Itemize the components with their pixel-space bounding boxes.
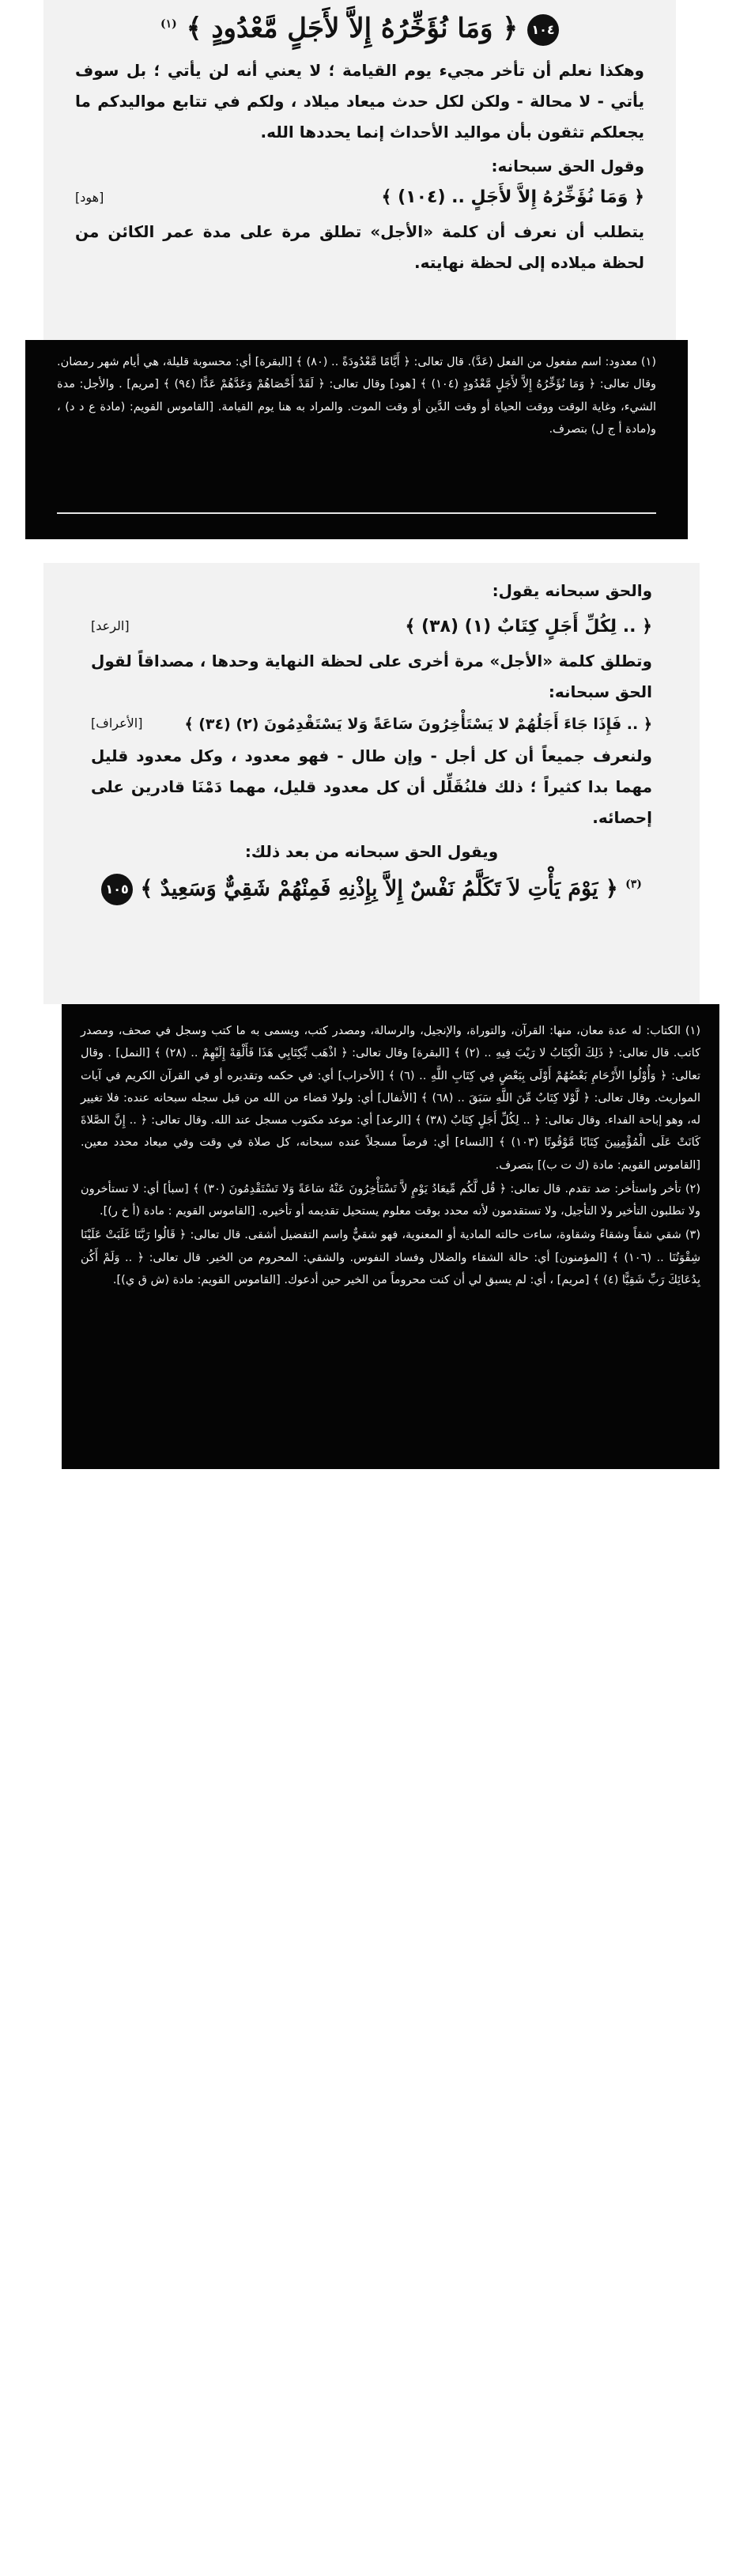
verse-text: ﴿ يَوْمَ يَأْتِ لاَ تَكَلَّمُ نَفْسٌ إِلاَّ بِإِذْنِهِ فَمِنْهُمْ شَقِيٌّ وَسَعِيدٌ ﴾: [140, 876, 618, 901]
footnotes-block-1: [25, 340, 688, 539]
paragraph: وهكذا نعلم أن تأخر مجيء يوم القيامة ؛ لا يعني أنه لن يأتي ؛ بل سوف يأتي - لا محالة - ولكن لكل حدث ميعاد ميلاد ، ولكم في تتابع مواليدكم ما يجعلكم تثقون بأن مواليد الأحداث إنما يحددها الله.: [75, 61, 644, 142]
quote-text: ﴿ .. فَإِذَا جَاءَ أَجَلُهُمْ لا يَسْتَأْخِرُونَ سَاعَةً وَلا يَسْتَقْدِمُونَ (٢) (٣٤) ﴾: [184, 715, 652, 733]
paragraph: يتطلب أن نعرف أن كلمة «الأجل» تطلق مرة على مدة عمر الكائن من لحظة ميلاده إلى لحظة نهايته.: [75, 221, 644, 272]
quran-quote: [75, 182, 644, 213]
paragraph: ولنعرف جميعاً أن كل أجل - وإن طال - فهو معدود ، وكل معدود قليل مهما بدا كثيراً ؛ ذلك فلنُقَلِّل أن كل معدود قليل، مهما دَمْنَا قادرين على إحصائه.: [91, 746, 652, 827]
ayah-number-mark: ١٠٤: [527, 14, 559, 46]
verse-105-heading: [91, 874, 652, 905]
footnote-ref: (١): [160, 17, 177, 31]
footnote: (١) معدود: اسم مفعول من الفعل (عَدَّ). قال تعالى: ﴿ أَيَّامًا مَّعْدُودَةً .. (٨٠) ﴾ [البقرة] أي: محسوبة قليلة، هي أيام شهر رمضان. وقال تعالى: ﴿ وَمَا نُؤَخِّرُهُ إِلاَّ لأَجَلٍ مَّعْدُودٍ (١٠٤) ﴾ [هود] وقال تعالى: ﴿ لَقَدْ أَحْصَاهُمْ وَعَدَّهُمْ عَدًّا (٩٤) ﴾ [مريم] . والأجل: مدة الشيء، وغاية الوقت ووقت الحياة أو وقت الدَّين أو وقت الموت. والمراد به هنا يوم القيامة. [القاموس القويم: (مادة ع د د) ، و(مادة أ ج ل) بتصرف.: [57, 356, 656, 436]
quote-text: ﴿ .. لِكُلِّ أَجَلٍ كِتَابٌ (١) (٣٨) ﴾: [405, 617, 652, 636]
paragraph: ويقول الحق سبحانه من بعد ذلك:: [244, 841, 499, 861]
paragraph: وتطلق كلمة «الأجل» مرة أخرى على لحظة النهاية وحدها ، مصداقاً لقول الحق سبحانه:: [91, 651, 652, 701]
footnote: (١) الكتاب: له عدة معان، منها: القرآن، والتوراة، والإنجيل، والرسالة، ومصدر كتب، ويسمى به ما كتب وسجل في صحف، ومصدر كاتب. قال تعالى: ﴿ ذَلِكَ الْكِتَابُ لا رَيْبَ فِيهِ .. (٢) ﴾ [البقرة] وقال تعالى: ﴿ اذْهَب بِّكِتَابِي هَذَا فَأَلْقِهْ إِلَيْهِمْ .. (٢٨) ﴾ [النمل] . وقال تعالى: ﴿ وَأُوْلُوا الأَرْحَامِ بَعْضُهُمْ أَوْلَى بِبَعْضٍ فِي كِتَابِ اللَّهِ .. (٦) ﴾ [الأحزاب] أي: في حكمه وتقديره أو في القرآن الكريم في آيات المواريث. وقال تعالى: ﴿ لَّوْلا كِتَابٌ مِّنَ اللَّهِ سَبَقَ .. (٦٨) ﴾ [الأنفال] أي: ولولا قضاء من الله من قبل سجله سبحانه عنده: فلا تغيير له، وهو إباحة الفداء. وقال تعالى: ﴿ .. لِكُلِّ أَجَلٍ كِتَابٌ (٣٨) ﴾ [الرعد] أي: موعد مكتوب مسجل عند الله. وقال تعالى: ﴿ .. إِنَّ الصَّلاةَ كَانَتْ عَلَى الْمُؤْمِنِينَ كِتَابًا مَّوْقُوتًا (١٠٣) ﴾ [النساء] أي: فرضاً مسجلاً عنده سبحانه، كل صلاة في وقت وفي ميعاد محدد معين. [القاموس القويم: مادة (ك ت ب)] بتصرف.: [81, 1025, 701, 1172]
paragraph: والحق سبحانه يقول:: [492, 581, 652, 600]
ayah-number-mark: ١٠٥: [101, 874, 133, 905]
surah-source: [الرعد]: [91, 618, 130, 634]
verse-104-heading: [75, 11, 644, 46]
surah-source: [الأعراف]: [91, 716, 143, 731]
footnote: (٣) شقي شقاً وشقاءً وشقاوة، ساءت حالته المادية أو المعنوية، فهو شقيٌّ واسم التفضيل أشقى. قال تعالى: ﴿ قَالُوا رَبَّنَا غَلَبَتْ عَلَيْنَا شِقْوَتُنَا .. (١٠٦) ﴾ [المؤمنون] أي: حالة الشقاء والضلال وفساد النفوس. والشقي: المحروم من الخير. قال تعالى: ﴿ .. وَلَمْ أَكُن بِدُعَائِكَ رَبِّ شَقِيًّا (٤) ﴾ [مريم] ، أي: لم يسبق لي أن كنت محروماً من الخير حين أدعوك. [القاموس القويم: مادة (ش ق ي)].: [81, 1229, 700, 1286]
verse-text: ﴿ وَمَا نُؤَخِّرُهُ إِلاَّ لأَجَلٍ مَّعْدُودٍ ﴾: [186, 13, 519, 44]
quran-quote: [91, 611, 652, 643]
divider: [57, 512, 656, 514]
footnote: (٢) تأخر واستأخر: ضد تقدم. قال تعالى: ﴿ قُل لَّكُم مِّيعَادُ يَوْمٍ لاَّ تَسْتَأْخِرُونَ عَنْهُ سَاعَةً وَلا تَسْتَقْدِمُونَ (٣٠) ﴾ [سبأ] أي: لا تستأخرون ولا تطلبون التأخير ولا التأجيل، ولا تستقدمون لأنه محدد بوقت معلوم يستحيل تقديمه أو تأخيره. [القاموس القويم : مادة (أ خ ر)].: [81, 1182, 700, 1218]
surah-source: [هود]: [75, 189, 104, 205]
quran-quote: [91, 711, 652, 738]
quote-text: ﴿ وَمَا نُؤَخِّرُهُ إِلاَّ لأَجَلٍ .. (١٠٤) ﴾: [381, 187, 644, 208]
footnotes-block-2: [62, 1004, 719, 1469]
page-section-1: [43, 0, 676, 340]
paragraph: وقول الحق سبحانه:: [491, 157, 644, 176]
page-section-2: [43, 563, 700, 1004]
footnote-ref: (٣): [625, 878, 642, 891]
